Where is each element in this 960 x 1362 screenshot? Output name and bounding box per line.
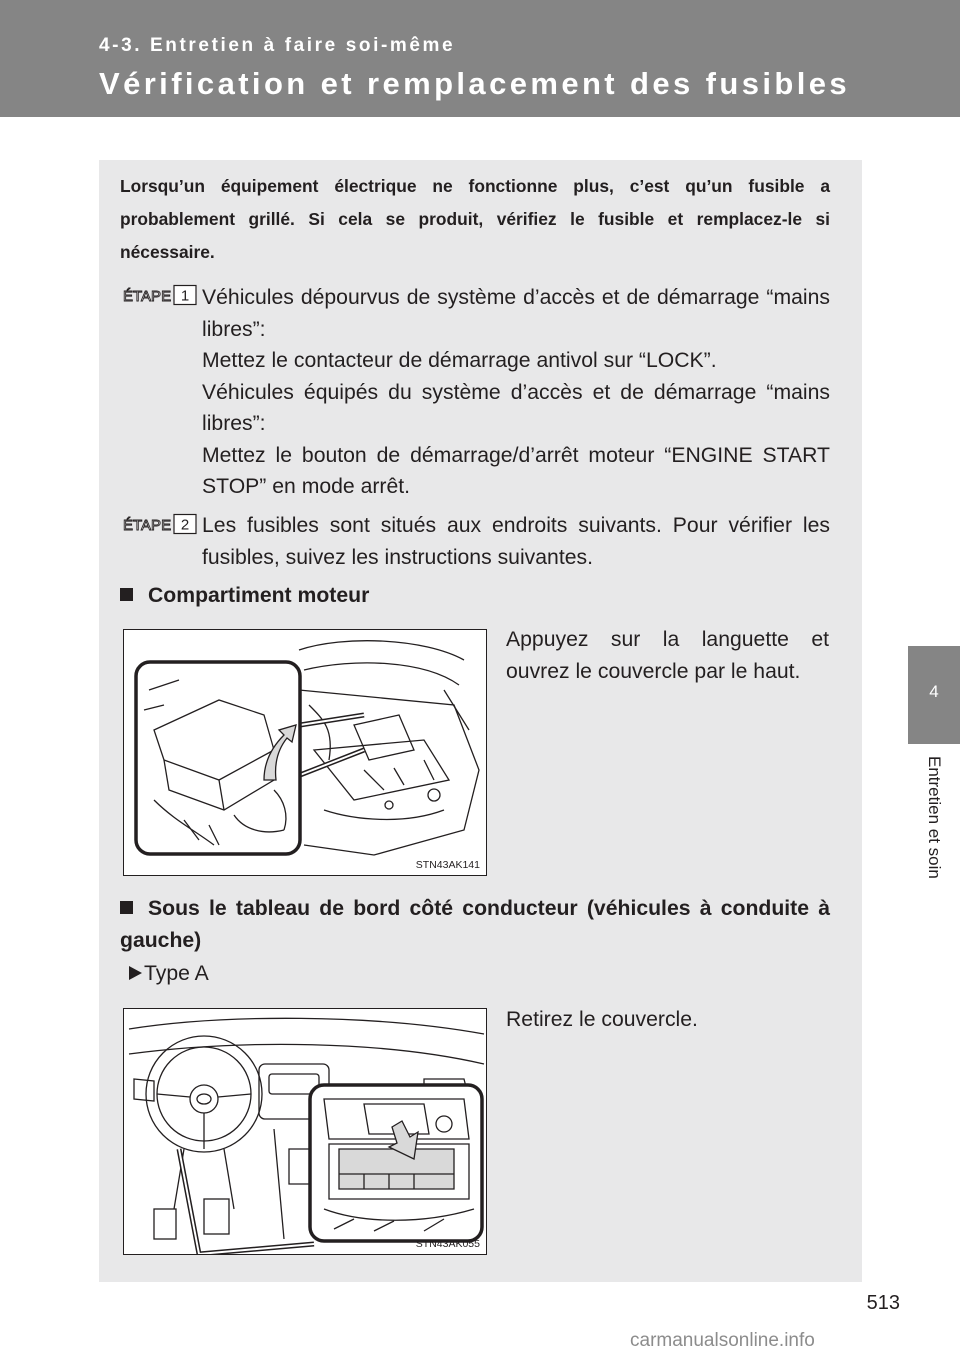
square-bullet-icon [120,588,133,601]
step-2-text: Les fusibles sont situés aux endroits suivants. Pour vérifier les fusibles, suivez les instructions suivantes. [202,514,830,569]
dashboard-heading-text: Sous le tableau de bord côté conducteur (véhicules à conduite à gauche) [120,897,830,952]
square-bullet-icon [120,901,133,914]
chapter-label-container [910,756,958,916]
step-1-text [202,282,830,503]
intro-paragraph: Lorsqu’un équipement électrique ne fonctionne plus, c’est qu’un fusible a probablement grillé. Si cela se produit, vérifiez le fusible et remplacez-le si nécessaire. [120,176,830,262]
engine-heading-text: Compartiment moteur [148,584,370,607]
section-label: 4-3. Entretien à faire soi-même [99,35,456,56]
page-header [0,0,960,117]
dashboard-illustration [124,1009,486,1254]
engine-compartment-illustration [124,630,486,875]
step-2-badge [120,513,198,535]
chapter-label: Entretien et soin [925,756,944,879]
step-number: 1 [180,287,190,305]
engine-heading [120,584,369,608]
page-title: Vérification et remplacement des fusibles [99,66,850,101]
step-number: 2 [180,516,190,534]
step-badge-text: ÉTAPE [123,517,172,534]
dashboard-instruction: Retirez le couvercle. [506,1008,698,1031]
engine-figure [123,629,487,876]
dashboard-figure [123,1008,487,1255]
triangle-right-icon [128,965,144,981]
chapter-number: 4 [929,682,939,701]
type-a-label [128,962,209,986]
chapter-tab[interactable] [908,646,960,744]
page-number: 513 [866,1292,900,1314]
step-1-line-4: Mettez le bouton de démarrage/d’arrêt moteur “ENGINE START STOP” en mode arrêt. [202,443,830,498]
step-1-line-3: Véhicules équipés du système d’accès et de démarrage “mains libres”: [202,380,830,435]
step-1-line-2: Mettez le contacteur de démarrage antivol sur “LOCK”. [202,349,717,372]
step-1-line-1: Véhicules dépourvus de système d’accès et de démarrage “mains libres”: [202,286,830,341]
step-badge-text: ÉTAPE [123,288,172,305]
step-1-badge [120,284,198,306]
type-a-text: Type A [144,962,209,985]
engine-instruction: Appuyez sur la languette et ouvrez le couvercle par le haut. [506,628,829,683]
dashboard-heading [120,893,830,957]
watermark: carmanualsonline.info [630,1330,815,1351]
figure-code: STN43AK141 [415,859,480,871]
figure-code: STN43AK055 [415,1238,480,1250]
